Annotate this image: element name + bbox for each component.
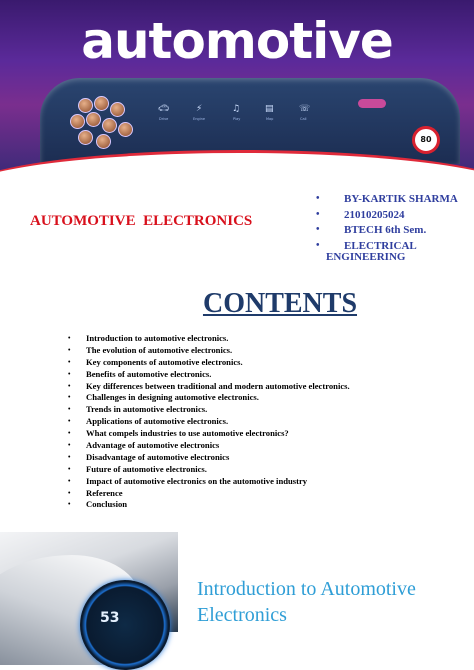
list-item-text: Reference xyxy=(86,487,123,498)
bullet: • xyxy=(68,464,71,473)
author-name: BY-KARTIK SHARMA xyxy=(344,193,458,205)
list-item-text: Key components of automotive electronics. xyxy=(86,356,243,367)
list-item-text: Benefits of automotive electronics. xyxy=(86,368,212,379)
list-item-text: Future of automotive electronics. xyxy=(86,463,207,474)
intro-slide-title xyxy=(197,576,467,628)
bullet: • xyxy=(68,441,71,450)
bullet: • xyxy=(68,405,71,414)
bullet: • xyxy=(316,240,320,251)
bullet: • xyxy=(316,209,320,220)
bullet: • xyxy=(68,381,71,390)
department-line2: ENGINEERING xyxy=(326,251,406,263)
bullet: • xyxy=(68,417,71,426)
presentation-title: AUTOMOTIVE ELECTRONICS xyxy=(30,213,253,229)
bullet: • xyxy=(68,369,71,378)
list-item-text: Disadvantage of automotive electronics xyxy=(86,451,230,462)
intro-title-line2: Electronics xyxy=(197,604,287,626)
phone-icon: ☏ xyxy=(299,104,311,114)
car-icon: 🚗︎ xyxy=(158,104,170,114)
map-chip xyxy=(358,99,386,108)
dash-label: Drive xyxy=(159,117,169,121)
bullet: • xyxy=(68,345,71,354)
avatar xyxy=(94,96,109,111)
intro-title-line1: Introduction to Automotive xyxy=(197,578,416,600)
gauge-value: 53 xyxy=(100,610,120,626)
avatar xyxy=(96,134,111,149)
list-item-text: Conclusion xyxy=(86,499,128,510)
music-icon: ♫ xyxy=(232,104,241,114)
hero-word: automotive xyxy=(81,12,393,70)
list-item-text: Trends in automotive electronics. xyxy=(86,404,208,415)
list-item-text: Impact of automotive electronics on the automotive industry xyxy=(86,475,308,486)
bullet: • xyxy=(68,393,71,402)
semester: BTECH 6th Sem. xyxy=(344,224,427,236)
bullet: • xyxy=(68,429,71,438)
list-item-text: What compels industries to use automotive electronics? xyxy=(86,428,289,439)
bullet: • xyxy=(68,357,71,366)
dash-label: Call xyxy=(300,117,307,121)
speed-limit-sign: 80 xyxy=(412,126,440,154)
hero-banner-image xyxy=(0,0,474,175)
bolt-icon: ⚡︎ xyxy=(196,104,203,114)
department-line1: ELECTRICAL xyxy=(344,240,417,252)
bullet: • xyxy=(68,476,71,485)
list-item-text: Applications of automotive electronics. xyxy=(86,416,229,427)
bullet: • xyxy=(316,193,320,204)
avatar xyxy=(78,98,93,113)
info-row xyxy=(326,251,405,263)
bullet: • xyxy=(316,224,320,235)
speed-gauge xyxy=(80,580,170,670)
list-item-text: The evolution of automotive electronics. xyxy=(86,344,233,355)
bullet: • xyxy=(68,488,71,497)
bullet: • xyxy=(68,500,71,509)
avatar xyxy=(86,112,101,127)
dash-label: Play xyxy=(233,117,241,121)
contents-heading: CONTENTS xyxy=(202,288,358,319)
list-item-text: Key differences between traditional and modern automotive electronics. xyxy=(86,380,350,391)
avatar xyxy=(102,118,117,133)
roll-number: 21010205024 xyxy=(344,209,405,221)
list-item-text: Challenges in designing automotive electronics. xyxy=(86,392,259,403)
avatar xyxy=(70,114,85,129)
avatar xyxy=(110,102,125,117)
list-item-text: Advantage of automotive electronics xyxy=(86,440,220,451)
list-item-text: Introduction to automotive electronics. xyxy=(86,333,229,343)
map-icon: ▤ xyxy=(265,104,274,114)
dash-label: Engine xyxy=(193,117,205,121)
avatar xyxy=(78,130,93,145)
avatar xyxy=(118,122,133,137)
bullet: • xyxy=(68,334,71,342)
bullet: • xyxy=(68,452,71,461)
dash-label: Map xyxy=(266,117,274,121)
